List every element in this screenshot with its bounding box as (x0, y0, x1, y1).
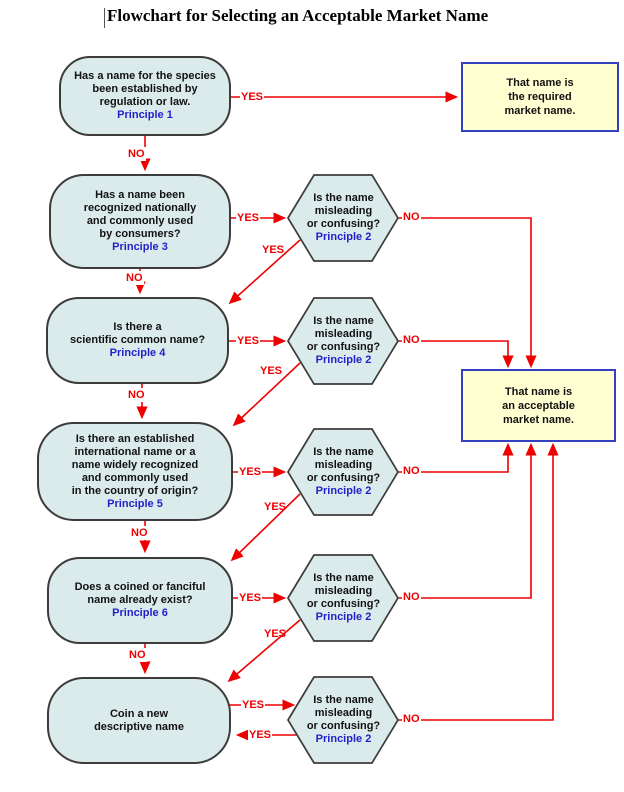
question-line: recognized nationally (83, 202, 197, 214)
decision-line: or confusing? (306, 341, 381, 353)
page-title: Flowchart for Selecting an Acceptable Market Name (107, 6, 489, 25)
hex4-shape (288, 555, 398, 641)
yes-label: YES (242, 699, 265, 711)
yes-label: YES (260, 365, 283, 377)
text-cursor (104, 8, 105, 28)
no-label: NO (131, 527, 148, 539)
question-line: Has a name been (95, 189, 185, 201)
decision-line: misleading (314, 459, 373, 471)
principle-label: Principle 2 (315, 354, 372, 366)
arrow-no-hex5-to-acceptable (398, 446, 553, 720)
hex1-shape (288, 175, 398, 261)
principle-label: Principle 4 (109, 347, 166, 359)
question-line: descriptive name (94, 720, 184, 733)
acceptable-outcome-shape (462, 370, 615, 441)
no-label: NO (126, 272, 143, 284)
yes-label: YES (262, 244, 285, 256)
question-line: scientific common name? (69, 334, 206, 346)
decision-line: misleading (314, 328, 373, 340)
yes-label: YES (264, 501, 287, 513)
decision-line: or confusing? (306, 472, 381, 484)
outcome-line: market name. (503, 413, 574, 426)
decision-line: misleading (314, 205, 373, 217)
outcome-line: an acceptable (502, 399, 575, 412)
question-line: Is there an established (75, 432, 195, 445)
outcome-line: That name is (506, 77, 574, 89)
decision-line: Is the name (313, 694, 374, 706)
decision-line: or confusing? (306, 598, 381, 610)
no-label: NO (128, 148, 145, 160)
principle-label: Principle 5 (107, 497, 163, 510)
question-line: Is there a (113, 321, 162, 333)
decision-line: Is the name (313, 315, 374, 327)
q4-shape (38, 423, 232, 520)
question-line: name widely recognized (71, 458, 199, 471)
yes-label: YES (239, 592, 262, 604)
question-line: name already exist? (87, 594, 193, 606)
q1-shape (60, 57, 230, 135)
question-line: and commonly used (86, 215, 194, 227)
question-line: Has a name for the species (74, 70, 216, 82)
hex2-shape (288, 298, 398, 384)
principle-label: Principle 2 (315, 231, 372, 243)
outcome-line: the required (508, 91, 572, 103)
no-label: NO (403, 211, 420, 223)
decision-line: or confusing? (306, 218, 381, 230)
yes-label: YES (239, 466, 262, 478)
yes-label: YES (264, 628, 287, 640)
no-label: NO (403, 713, 420, 725)
decision-line: Is the name (313, 572, 374, 584)
question-line: by consumers? (99, 228, 181, 240)
no-label: NO (128, 389, 145, 401)
q5-shape (48, 558, 232, 643)
decision-line: Is the name (313, 446, 374, 458)
q3-shape (47, 298, 228, 383)
yes-label: YES (237, 212, 260, 224)
question-line: international name or a (74, 445, 196, 458)
question-line: in the country of origin? (71, 484, 199, 497)
principle-label: Principle 2 (315, 485, 372, 497)
hex5-shape (288, 677, 398, 763)
q6-shape (48, 678, 230, 763)
no-label: NO (403, 334, 420, 346)
q2-shape (50, 175, 230, 268)
decision-line: or confusing? (306, 720, 381, 732)
principle-label: Principle 3 (112, 241, 168, 253)
decision-line: misleading (314, 585, 373, 597)
hex3-shape (288, 429, 398, 515)
question-line: Coin a new (109, 707, 169, 720)
decision-line: misleading (314, 707, 373, 719)
yes-label: YES (241, 91, 264, 103)
no-label: NO (403, 591, 420, 603)
principle-label: Principle 2 (315, 733, 372, 745)
question-line: regulation or law. (99, 96, 191, 108)
no-label: NO (403, 465, 420, 477)
principle-label: Principle 6 (112, 607, 168, 619)
question-line: and commonly used (81, 471, 189, 484)
yes-label: YES (237, 335, 260, 347)
no-label: NO (129, 649, 146, 661)
principle-label: Principle 2 (315, 611, 372, 623)
question-line: been established by (92, 83, 198, 95)
outcome-line: That name is (504, 385, 573, 398)
question-line: Does a coined or fanciful (74, 581, 206, 593)
principle-label: Principle 1 (117, 109, 173, 121)
required-outcome-shape (462, 63, 618, 131)
decision-line: Is the name (313, 192, 374, 204)
outcome-line: market name. (504, 105, 576, 117)
yes-label: YES (249, 729, 272, 741)
